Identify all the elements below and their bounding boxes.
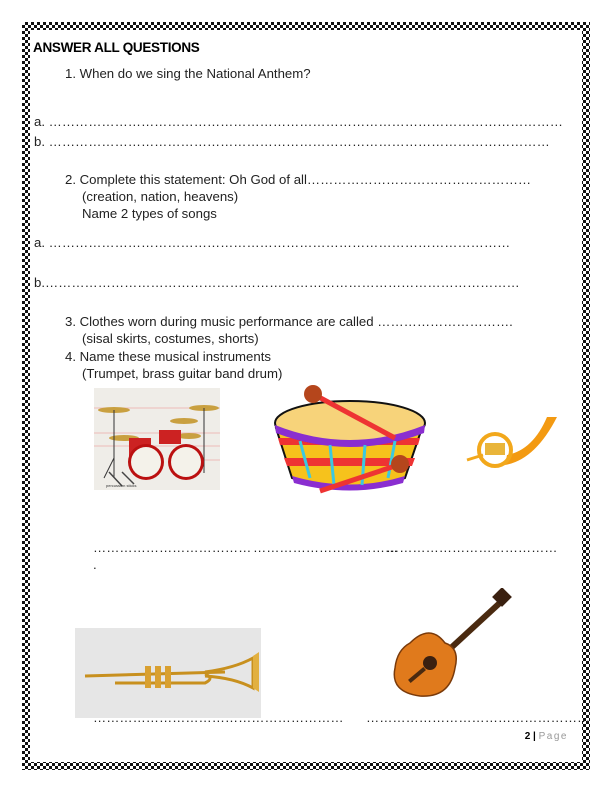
guitar-image [385,588,520,703]
question-2-options: (creation, nation, heavens) [82,189,239,204]
answer-line-french-horn[interactable]: ………………………………… [386,540,558,555]
band-drum-image [270,383,430,495]
trumpet-image [75,628,261,718]
drum-kit-image [94,388,220,490]
answer-line-drum-kit[interactable]: ……………………………… [93,540,252,555]
question-1: 1. When do we sing the National Anthem? [65,66,311,81]
answer-line-2b[interactable]: b.……………………………………………………………………………………………… [34,275,520,290]
question-4-options: (Trumpet, brass guitar band drum) [82,366,283,381]
answer-line-2a[interactable]: a. …………………………………………………………………………………………… [34,235,511,250]
stray-dot: . [93,557,97,572]
french-horn-image [465,415,560,480]
question-4: 4. Name these musical instruments [65,349,271,364]
answer-line-1a[interactable]: a. ……………………………………………………………………………………………………… [34,114,563,129]
page-number [525,731,568,742]
question-3-options: (sisal skirts, costumes, shorts) [82,331,259,346]
answer-line-1b[interactable]: b. …………………………………………………………………………………………………… [34,134,550,149]
drum-kit-caption: percussion sticks [106,483,137,488]
page-separator: | [533,731,536,742]
question-3: 3. Clothes worn during music performance are called …………………………. [65,314,513,329]
question-2-sub: Name 2 types of songs [82,206,217,221]
answer-line-band-drum[interactable]: …………………………… [253,540,399,555]
page-title: ANSWER ALL QUESTIONS [33,40,200,55]
page-number-value: 2 [524,731,531,742]
question-2: 2. Complete this statement: Oh God of all…………………………………………… [65,172,532,187]
answer-line-guitar[interactable]: …………………………………………… [366,710,591,725]
page-label: Page [538,731,568,742]
answer-line-trumpet[interactable]: ………………………………………………… [93,710,344,725]
